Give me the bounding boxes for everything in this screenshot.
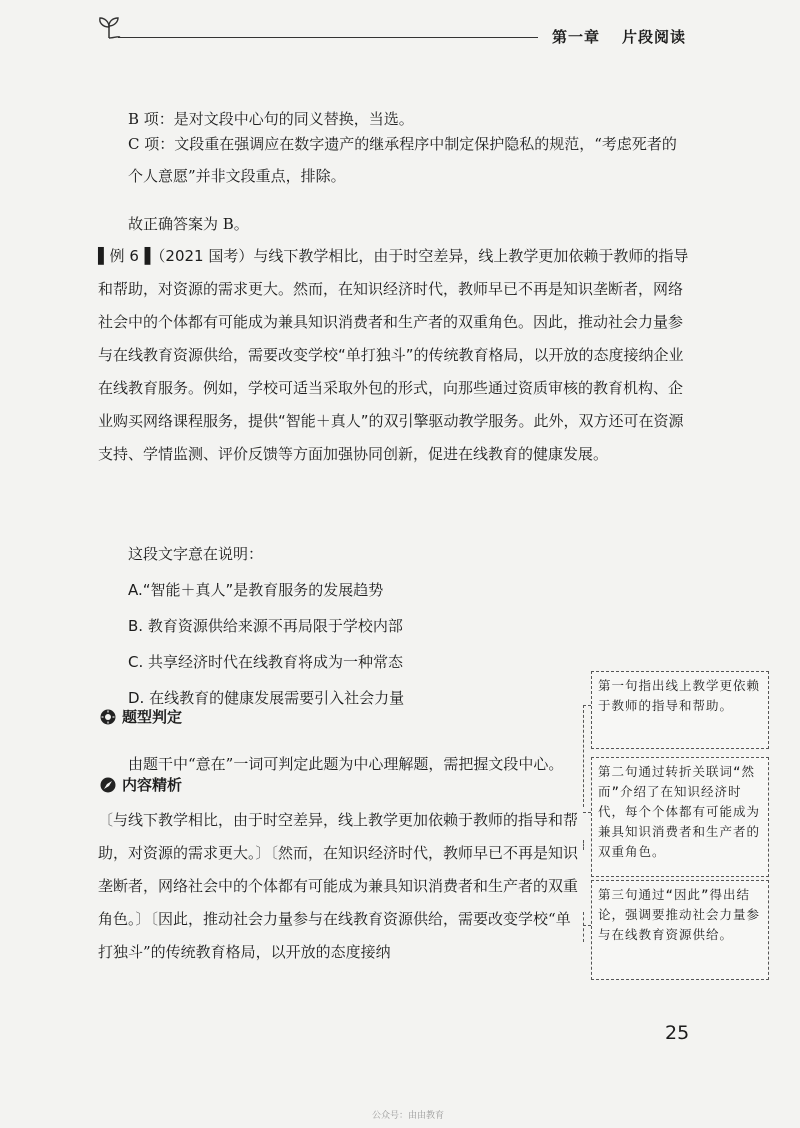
question-stem: 这段文字意在说明： bbox=[128, 545, 264, 563]
note-connector-1 bbox=[583, 705, 584, 807]
example-marker-right: ▐ bbox=[138, 247, 151, 265]
chapter-label: 第一章 bbox=[552, 28, 601, 46]
option-c: C. 共享经济时代在线教育将成为一种常态 bbox=[128, 653, 404, 671]
option-b: B. 教育资源供给来源不再局限于学校内部 bbox=[128, 617, 403, 635]
b-item-explanation: B 项：是对文段中心句的同义替换，当选。 bbox=[128, 110, 414, 128]
type-judgment-title: 题型判定 bbox=[122, 708, 183, 726]
option-d: D. 在线教育的健康发展需要引入社会力量 bbox=[128, 689, 405, 707]
content-analysis-heading bbox=[100, 774, 182, 795]
analysis-sentence-3: 因此，推动社会力量参与在线教育资源供给，需要改变学校“单打独斗”的传统教育格局，以开放的态度接纳 bbox=[98, 910, 571, 961]
margin-note-2: 第二句通过转折关联词“然而”介绍了在知识经济时代，每个个体都有可能成为兼具知识消费者和生产者的双重角色。 bbox=[591, 757, 769, 877]
sprout-icon bbox=[96, 14, 122, 44]
type-judgment-text: 由题干中“意在”一词可判定此题为中心理解题，需把握文段中心。 bbox=[128, 755, 564, 773]
running-header bbox=[552, 26, 686, 47]
margin-note-3: 第三句通过“因此”得出结论，强调要推动社会力量参与在线教育资源供给。 bbox=[591, 880, 769, 980]
analysis-sentence-2: 然而，在知识经济时代，教师早已不再是知识垄断者，网络社会中的个体都有可能成为兼具知识消费者和生产者的双重角色。 bbox=[98, 844, 579, 928]
page-number: 25 bbox=[665, 1022, 690, 1044]
section-label: 片段阅读 bbox=[622, 28, 687, 46]
example-marker-left: ▌ bbox=[98, 247, 110, 265]
example-passage bbox=[98, 240, 692, 471]
type-judgment-heading bbox=[100, 706, 182, 727]
sun-icon bbox=[100, 709, 116, 725]
example-passage-text: 与线下教学相比，由于时空差异，线上教学更加依赖于教师的指导和帮助，对资源的需求更大。然而，在知识经济时代，教师早已不再是知识垄断者，网络社会中的个体都有可能成为兼具知识消费者和生产者的双重角色。因此，推动社会力量参与在线教育资源供给，需要改变学校“单打独斗”的传统教育格局，以开放的态度接纳企业在线教育服务。例如，学校可适当采取外包的形式，向那些通过资质审核的教育机构、企业购买网络课程服务，提供“智能＋真人”的双引擎驱动教学服务。此外，双方还可在资源支持、学情监测、评价反馈等方面加强协同创新，促进在线教育的健康发展。 bbox=[98, 247, 689, 463]
note-connector-2 bbox=[583, 840, 584, 850]
note-connector-3 bbox=[583, 912, 584, 942]
example-label: 例 6 bbox=[109, 247, 139, 265]
margin-note-1: 第一句指出线上教学更依赖于教师的指导和帮助。 bbox=[591, 671, 769, 749]
analysis-sentence-1: 与线下教学相比，由于时空差异，线上教学更加依赖于教师的指导和帮助，对资源的需求更大。 bbox=[98, 811, 579, 862]
answer-conclusion: 故正确答案为 B。 bbox=[128, 215, 249, 233]
note-connector-1-tick bbox=[583, 705, 591, 706]
option-a: A.“智能＋真人”是教育服务的发展趋势 bbox=[128, 581, 384, 599]
note-connector-3-tick bbox=[583, 925, 591, 926]
content-analysis-text: 〔与线下教学相比，由于时空差异，线上教学更加依赖于教师的指导和帮助，对资源的需求更大。〕〔然而，在知识经济时代，教师早已不再是知识垄断者，网络社会中的个体都有可能成为兼具知识消费者和生产者的双重角色。〕〔因此，推动社会力量参与在线教育资源供给，需要改变学校“单打独斗”的传统教育格局，以开放的态度接纳 bbox=[98, 811, 579, 961]
note-connector-2-tick bbox=[583, 812, 591, 813]
example-source: （2021 国考） bbox=[150, 247, 254, 265]
content-analysis-title: 内容精析 bbox=[122, 776, 183, 794]
c-item-explanation: C 项：文段重在强调应在数字遗产的继承程序中制定保护隐私的规范，“考虑死者的个人意愿”并非文段重点，排除。 bbox=[128, 135, 677, 185]
watermark: 公众号：由由教育 bbox=[372, 1111, 445, 1121]
compass-icon bbox=[100, 777, 116, 793]
header-rule bbox=[118, 37, 538, 38]
